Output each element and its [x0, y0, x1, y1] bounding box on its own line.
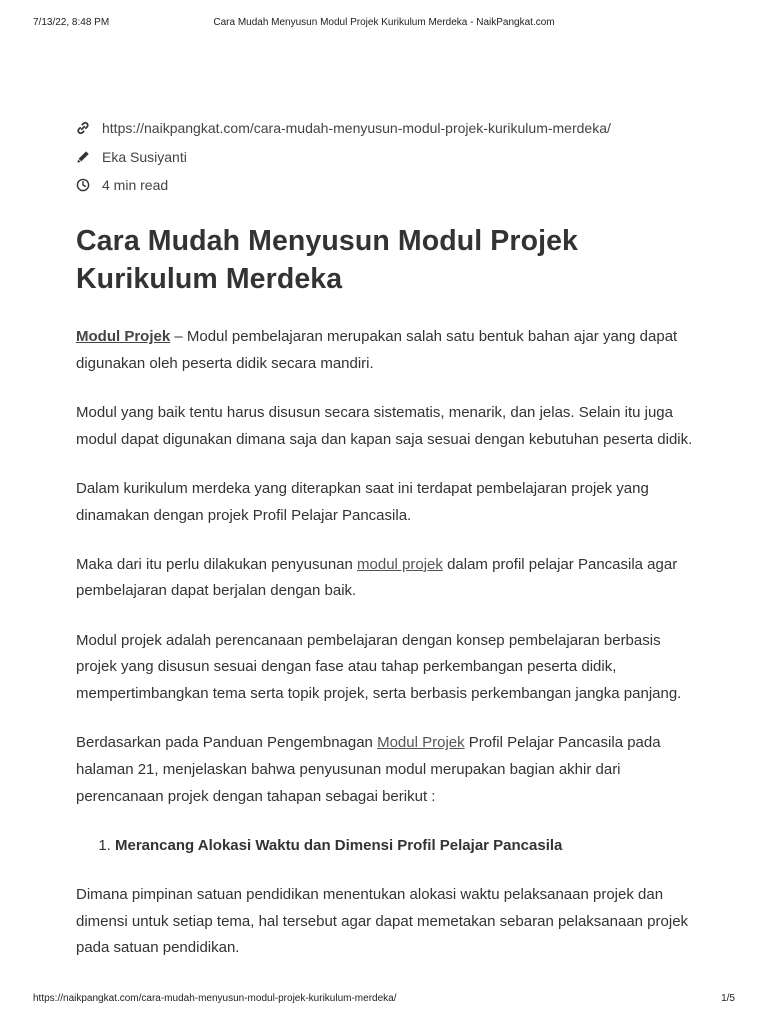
link-icon: [76, 121, 90, 135]
paragraph-6: [76, 730, 701, 810]
paragraph-7: Dimana pimpinan satuan pendidikan menentukan alokasi waktu pelaksanaan projek dan dimensi untuk setiap tema, hal tersebut agar dapat memetakan sebaran pelaksanaan projek pada satuan pendidikan.: [76, 886, 689, 957]
meta-url-row: [76, 114, 716, 143]
paragraph-4-after: dalam profil pelajar Pancasila agar pembelajaran dapat berjalan dengan baik.: [76, 555, 678, 600]
paragraph-6-before: Berdasarkan pada Panduan Pengembnagan: [76, 734, 378, 752]
steps-list: [76, 833, 701, 860]
modul-projek-inline-link[interactable]: modul projek: [357, 555, 443, 573]
meta-read-time: 4 min read: [102, 177, 169, 194]
meta-author-row: [76, 143, 716, 172]
article-meta: [76, 114, 716, 200]
paragraph-1-text: – Modul pembelajaran merupakan salah satu bentuk bahan ajar yang dapat digunakan oleh peserta didik secara mandiri.: [76, 328, 678, 372]
paragraph-3: Dalam kurikulum merdeka yang diterapkan saat ini terdapat pembelajaran projek yang dinamakan dengan projek Profil Pelajar Pancasila.: [76, 479, 649, 524]
paragraph-1: [76, 324, 701, 377]
paragraph-2: Modul yang baik tentu harus disusun secara sistematis, menarik, dan jelas. Selain itu juga modul dapat digunakan dimana saja dan kapan saja sesuai dengan kebutuhan peserta didik.: [76, 403, 693, 448]
modul-projek-guide-link[interactable]: Modul Projek: [377, 734, 465, 752]
article-title: Cara Mudah Menyusun Modul Projek Kurikulum Merdeka: [76, 225, 579, 295]
print-page-title: Cara Mudah Menyusun Modul Projek Kurikulum Merdeka - NaikPangkat.com: [213, 17, 555, 28]
modul-projek-link[interactable]: Modul Projek: [76, 328, 171, 345]
pencil-icon: [76, 150, 90, 164]
print-datetime: 7/13/22, 8:48 PM: [33, 17, 110, 28]
list-item: 1. Merancang Alokasi Waktu dan Dimensi Profil Pelajar Pancasila: [115, 833, 701, 860]
paragraph-6-after: Profil Pelajar Pancasila pada halaman 21, menjelaskan bahwa penyusunan modul merupakan bagian akhir dari perencanaan projek dengan tahapan sebagai berikut :: [76, 734, 661, 805]
paragraph-4: [76, 552, 701, 605]
meta-readtime-row: [76, 171, 716, 200]
meta-url[interactable]: https://naikpangkat.com/cara-mudah-menyusun-modul-projek-kurikulum-merdeka/: [102, 120, 611, 137]
meta-author: Eka Susiyanti: [102, 148, 187, 165]
print-header: [0, 17, 768, 31]
paragraph-4-before: Maka dari itu perlu dilakukan penyusunan: [76, 555, 358, 573]
paragraph-5: Modul projek adalah perencanaan pembelajaran dengan konsep pembelajaran berbasis projek yang disusun sesuai dengan fase atau tahap perkembangan peserta didik, mempertimbangkan tema serta topik projek, serta berbasis perkembangan jangka panjang.: [76, 631, 682, 703]
page-number: 1/5: [721, 993, 735, 1004]
footer-url: https://naikpangkat.com/cara-mudah-menyusun-modul-projek-kurikulum-merdeka/: [33, 993, 397, 1004]
print-footer: [0, 993, 768, 1007]
clock-icon: [76, 178, 90, 192]
article-body: [76, 324, 701, 985]
